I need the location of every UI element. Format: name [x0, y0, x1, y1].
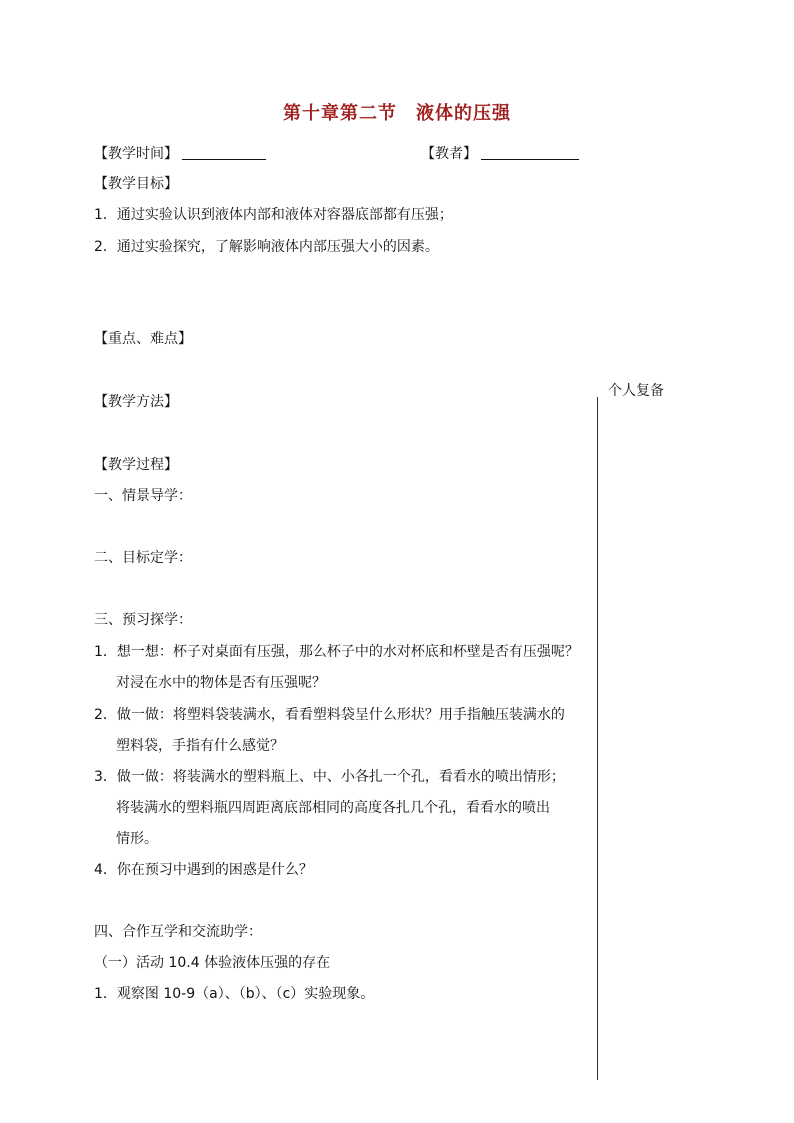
key-points-heading: 【重点、难点】	[94, 331, 192, 347]
goal-item-2: 2．通过实验探究，了解影响液体内部压强大小的因素。	[94, 239, 439, 255]
question-3-line-1: 3．做一做：将装满水的塑料瓶上、中、小各扎一个孔，看看水的喷出情形；	[94, 769, 565, 785]
section-scenario: 一、情景导学：	[94, 488, 192, 504]
question-3-line-2: 将装满水的塑料瓶四周距离底部相同的高度各扎几个孔，看看水的喷出	[116, 800, 550, 816]
teaching-time-blank[interactable]	[182, 145, 266, 160]
teaching-time-label: 【教学时间】	[94, 146, 178, 162]
question-2-line-1: 2．做一做：将塑料袋装满水，看看塑料袋呈什么形状？用手指触压装满水的	[94, 707, 565, 723]
side-divider	[597, 397, 598, 1080]
question-1-line-1: 1．想一想：杯子对桌面有压强，那么杯子中的水对杯底和杯壁是否有压强呢？	[94, 644, 579, 660]
teacher-label: 【教者】	[421, 146, 477, 162]
question-2-line-2: 塑料袋，手指有什么感觉？	[116, 738, 284, 754]
page-title: 第十章第二节 液体的压强	[283, 103, 511, 124]
section-cooperative: 四、合作互学和交流助学：	[94, 924, 262, 940]
goal-item-1: 1．通过实验认识到液体内部和液体对容器底部都有压强；	[94, 207, 453, 223]
question-1-line-2: 对浸在水中的物体是否有压强呢？	[116, 675, 326, 691]
observe-item: 1．观察图 10-9（a）、（b）、（c）实验现象。	[94, 986, 375, 1002]
activity-heading: （一）活动 10.4 体验液体压强的存在	[94, 955, 331, 971]
teacher-field	[421, 144, 579, 164]
section-goal-setting: 二、目标定学：	[94, 550, 192, 566]
question-4: 4．你在预习中遇到的困惑是什么？	[94, 862, 313, 878]
personal-notes-label: 个人复备	[608, 383, 664, 399]
goals-heading: 【教学目标】	[94, 176, 178, 192]
process-heading: 【教学过程】	[94, 457, 178, 473]
method-heading: 【教学方法】	[94, 394, 178, 410]
section-preview: 三、预习探学：	[94, 612, 192, 628]
teacher-blank[interactable]	[481, 145, 579, 160]
teaching-time-field	[94, 144, 266, 164]
question-3-line-3: 情形。	[116, 831, 158, 847]
